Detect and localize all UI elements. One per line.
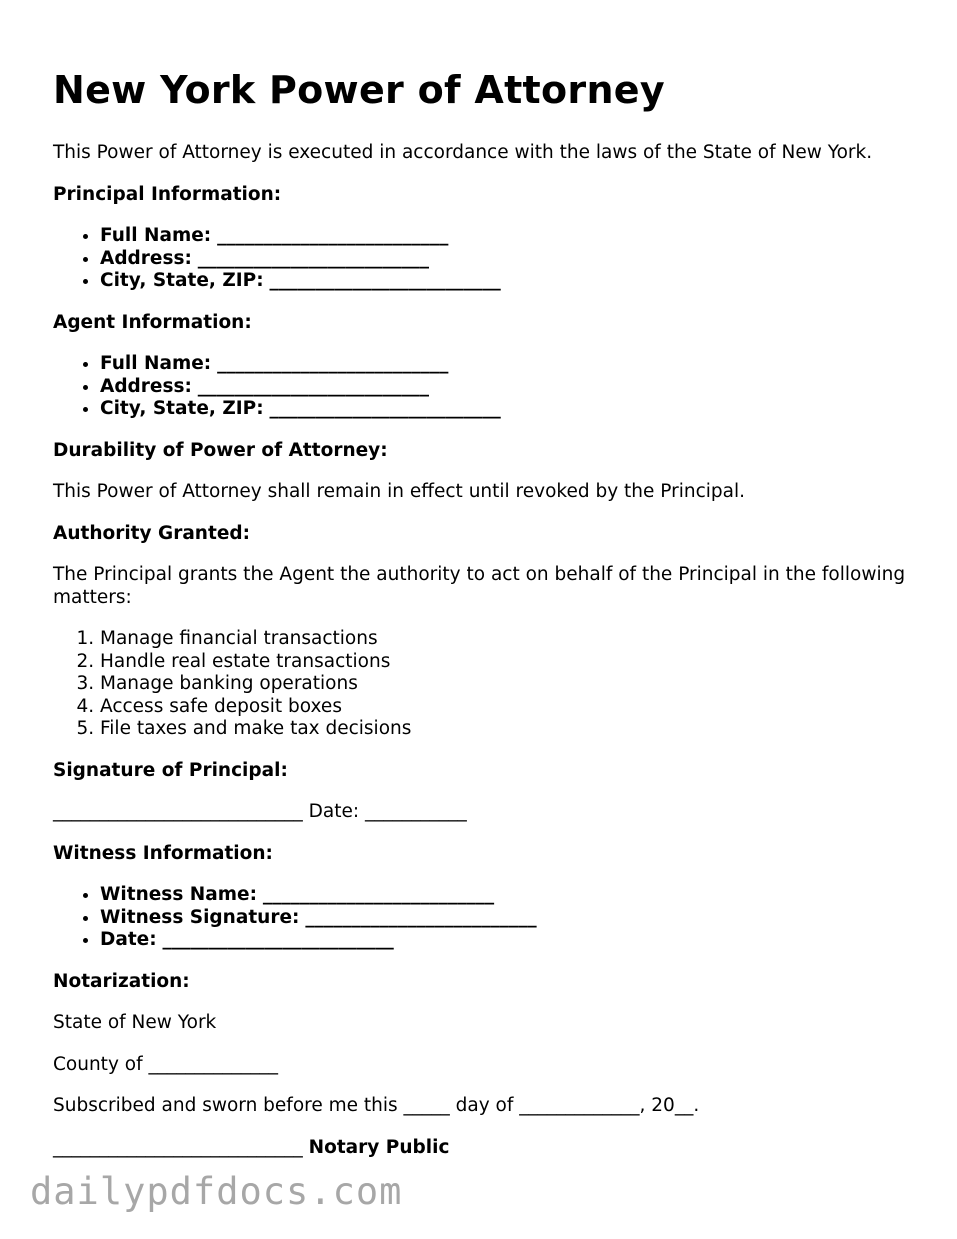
authority-item: 5. File taxes and make tax decisions: [100, 718, 923, 741]
authority-item: 2. Handle real estate transactions: [100, 651, 923, 674]
signature-heading: Signature of Principal:: [53, 759, 288, 781]
principal-fields: [53, 225, 923, 293]
witness-date-field[interactable]: • Date: _________________________: [100, 929, 923, 952]
notary-public-label: Notary Public: [308, 1136, 450, 1158]
agent-city-state-zip-field[interactable]: • City, State, ZIP: _________________________: [100, 398, 923, 421]
principal-city-state-zip-field[interactable]: • City, State, ZIP: _________________________: [100, 270, 923, 293]
agent-full-name-field[interactable]: • Full Name: _________________________: [100, 353, 923, 376]
watermark: dailypdfdocs.com: [30, 1170, 403, 1213]
authority-item: 3. Manage banking operations: [100, 673, 923, 696]
notary-signature-blank[interactable]: ___________________________: [53, 1136, 303, 1158]
agent-heading: Agent Information:: [53, 311, 252, 333]
notarization-sworn[interactable]: Subscribed and sworn before me this _____ day of _____________, 20__.: [53, 1095, 700, 1116]
authority-list: [53, 628, 923, 741]
witness-name-field[interactable]: • Witness Name: _________________________: [100, 884, 923, 907]
witness-fields: [53, 884, 923, 952]
agent-address-field[interactable]: • Address: _________________________: [100, 376, 923, 399]
notary-public-line[interactable]: [53, 1137, 923, 1160]
notarization-county[interactable]: County of ______________: [53, 1053, 278, 1075]
intro-text: This Power of Attorney is executed in accordance with the laws of the State of New York.: [53, 142, 873, 163]
principal-heading: Principal Information:: [53, 183, 282, 205]
principal-address-field[interactable]: • Address: _________________________: [100, 248, 923, 271]
durability-heading: Durability of Power of Attorney:: [53, 439, 388, 461]
witness-heading: Witness Information:: [53, 842, 273, 864]
authority-item: 4. Access safe deposit boxes: [100, 696, 923, 719]
notarization-state: State of New York: [53, 1012, 217, 1033]
authority-heading: Authority Granted:: [53, 522, 251, 544]
signature-line[interactable]: ___________________________ Date: ___________: [53, 801, 467, 822]
witness-signature-field[interactable]: • Witness Signature: _________________________: [100, 907, 923, 930]
durability-text: This Power of Attorney shall remain in effect until revoked by the Principal.: [53, 481, 745, 502]
authority-text: The Principal grants the Agent the authority to act on behalf of the Principal in the following matters:: [53, 564, 906, 608]
document-page: [53, 62, 923, 1178]
document-title: New York Power of Attorney: [53, 68, 665, 112]
notarization-heading: Notarization:: [53, 970, 190, 992]
principal-full-name-field[interactable]: • Full Name: _________________________: [100, 225, 923, 248]
authority-item: 1. Manage financial transactions: [100, 628, 923, 651]
agent-fields: [53, 353, 923, 421]
